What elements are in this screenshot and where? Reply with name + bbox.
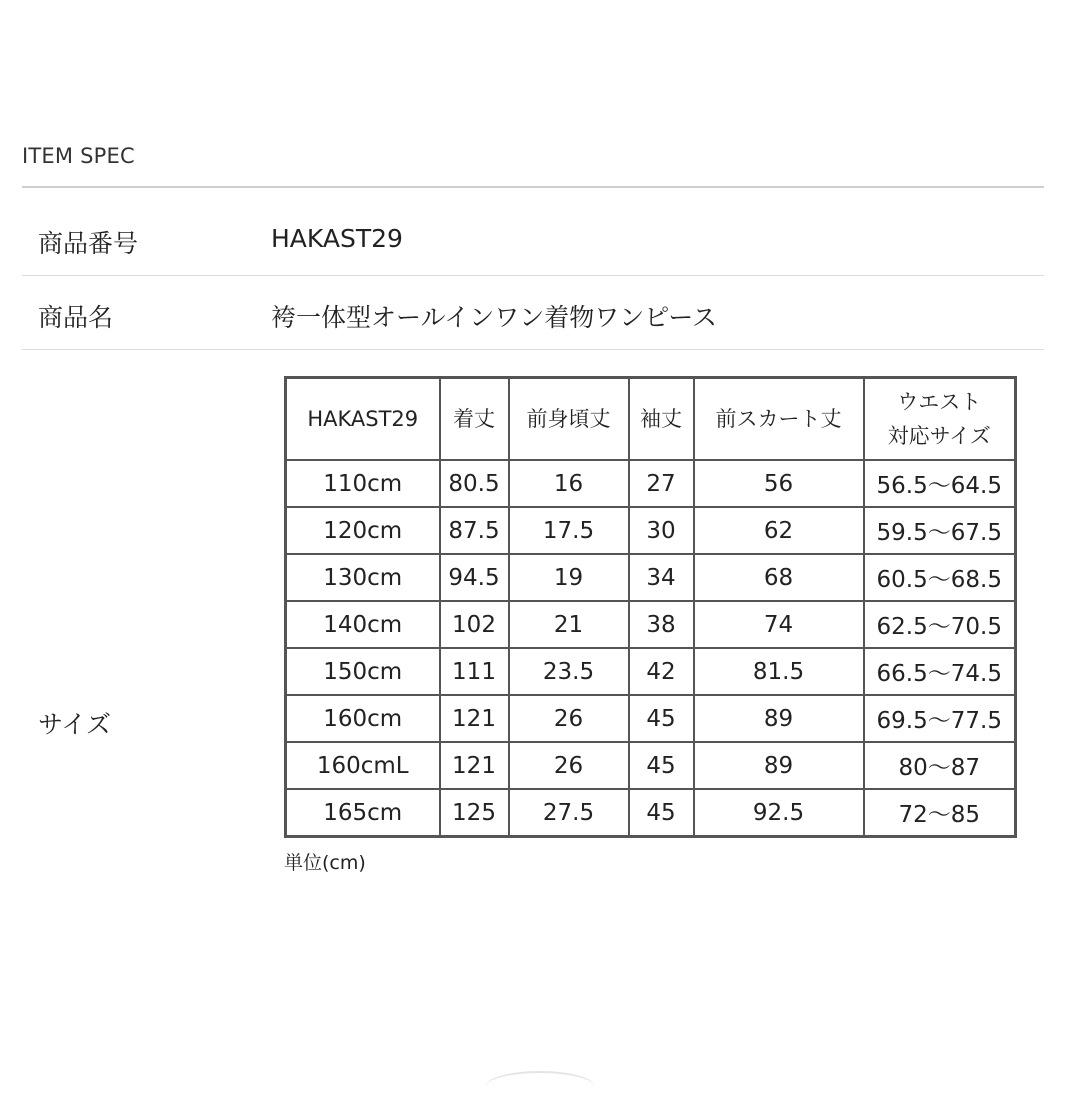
scroll-indicator <box>485 1071 595 1103</box>
cell-sleeve-length: 45 <box>629 789 694 837</box>
cell-front-body-length: 21 <box>509 601 629 648</box>
table-row <box>286 554 1016 601</box>
cell-front-body-length: 26 <box>509 742 629 789</box>
cell-sleeve-length: 38 <box>629 601 694 648</box>
cell-size: 110cm <box>286 460 440 507</box>
cell-length: 94.5 <box>440 554 509 601</box>
cell-sleeve-length: 27 <box>629 460 694 507</box>
cell-front-skirt-length: 68 <box>694 554 864 601</box>
cell-front-body-length: 26 <box>509 695 629 742</box>
cell-size: 165cm <box>286 789 440 837</box>
cell-length: 121 <box>440 742 509 789</box>
cell-front-skirt-length: 56 <box>694 460 864 507</box>
table-row <box>286 601 1016 648</box>
table-row <box>286 695 1016 742</box>
cell-sleeve-length: 45 <box>629 742 694 789</box>
unit-note: 単位(cm) <box>284 852 366 874</box>
header-model: HAKAST29 <box>286 378 440 461</box>
cell-length: 87.5 <box>440 507 509 554</box>
header-waist-line2: 対応サイズ <box>887 424 991 448</box>
product-number-label: 商品番号 <box>38 229 139 258</box>
cell-length: 111 <box>440 648 509 695</box>
table-row <box>286 460 1016 507</box>
cell-size: 160cmL <box>286 742 440 789</box>
cell-front-body-length: 17.5 <box>509 507 629 554</box>
cell-size: 130cm <box>286 554 440 601</box>
cell-front-skirt-length: 89 <box>694 695 864 742</box>
cell-sleeve-length: 42 <box>629 648 694 695</box>
cell-front-body-length: 27.5 <box>509 789 629 837</box>
header-front-body-length: 前身頃丈 <box>509 378 629 461</box>
cell-front-body-length: 19 <box>509 554 629 601</box>
section-title: ITEM SPEC <box>22 144 135 168</box>
size-label: サイズ <box>38 710 112 739</box>
header-length: 着丈 <box>440 378 509 461</box>
cell-front-body-length: 23.5 <box>509 648 629 695</box>
product-name-label: 商品名 <box>38 303 114 332</box>
cell-sleeve-length: 30 <box>629 507 694 554</box>
cell-front-skirt-length: 89 <box>694 742 864 789</box>
row-divider <box>22 349 1044 350</box>
cell-waist-size: 59.5〜67.5 <box>864 507 1016 554</box>
table-row <box>286 648 1016 695</box>
cell-front-body-length: 16 <box>509 460 629 507</box>
cell-waist-size: 80〜87 <box>864 742 1016 789</box>
table-row <box>286 742 1016 789</box>
table-row <box>286 507 1016 554</box>
cell-waist-size: 66.5〜74.5 <box>864 648 1016 695</box>
cell-front-skirt-length: 74 <box>694 601 864 648</box>
cell-waist-size: 72〜85 <box>864 789 1016 837</box>
cell-sleeve-length: 34 <box>629 554 694 601</box>
product-name-value: 袴一体型オールインワン着物ワンピース <box>271 303 718 332</box>
cell-waist-size: 60.5〜68.5 <box>864 554 1016 601</box>
size-table <box>284 376 1017 838</box>
cell-length: 125 <box>440 789 509 837</box>
cell-waist-size: 62.5〜70.5 <box>864 601 1016 648</box>
cell-size: 150cm <box>286 648 440 695</box>
header-sleeve-length: 袖丈 <box>629 378 694 461</box>
cell-front-skirt-length: 81.5 <box>694 648 864 695</box>
cell-size: 120cm <box>286 507 440 554</box>
header-waist-size <box>864 378 1016 461</box>
product-number-value: HAKAST29 <box>271 224 403 253</box>
table-row <box>286 789 1016 837</box>
header-waist-line1: ウエスト <box>897 390 982 414</box>
cell-length: 102 <box>440 601 509 648</box>
section-divider <box>22 186 1044 188</box>
cell-length: 121 <box>440 695 509 742</box>
cell-front-skirt-length: 62 <box>694 507 864 554</box>
cell-waist-size: 69.5〜77.5 <box>864 695 1016 742</box>
header-front-skirt-length: 前スカート丈 <box>694 378 864 461</box>
cell-front-skirt-length: 92.5 <box>694 789 864 837</box>
cell-waist-size: 56.5〜64.5 <box>864 460 1016 507</box>
cell-length: 80.5 <box>440 460 509 507</box>
cell-size: 160cm <box>286 695 440 742</box>
cell-sleeve-length: 45 <box>629 695 694 742</box>
cell-size: 140cm <box>286 601 440 648</box>
table-header-row <box>286 378 1016 461</box>
row-divider <box>22 275 1044 276</box>
